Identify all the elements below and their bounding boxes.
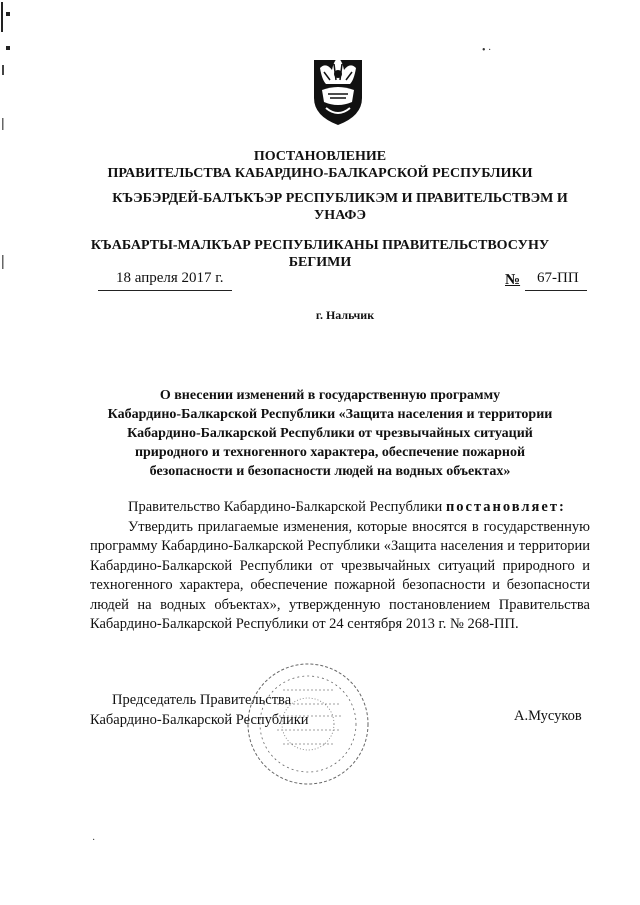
header-balkar-line1: КЪАБАРТЫ-МАЛКЪАР РЕСПУБЛИКАНЫ ПРАВИТЕЛЬСТВОСУНУ (90, 238, 550, 253)
document-number: 67-ПП (537, 270, 579, 286)
scan-speck: · (92, 835, 96, 846)
header-government: ПРАВИТЕЛЬСТВА КАБАРДИНО-БАЛКАРСКОЙ РЕСПУБЛИКИ (107, 166, 533, 181)
document-body (90, 498, 590, 635)
decree-intro (90, 498, 590, 518)
decree-word: постановляет: (445, 499, 566, 515)
number-sign: № (505, 272, 521, 288)
header-title: ПОСТАНОВЛЕНИЕ (253, 149, 387, 164)
decree-paragraph: Утвердить прилагаемые изменения, которые вносятся в государственную программу Кабардино-Балкарской Республики «Защита населения и территории Кабардино-Балкарской Республики от чрезвычайных ситуаций природного и техногенного характера, обеспечение пожарной безопасности и безопасности людей на водных объектах», утвержденную постановлением Правительства Кабардино-Балкарской Республики от 24 сентября 2013 г. № 268-ПП. (90, 518, 590, 632)
coat-of-arms-icon (312, 50, 364, 126)
document-title (95, 386, 565, 481)
position-line2: Кабардино-Балкарской Республики (90, 712, 309, 728)
signatory-position (90, 690, 309, 730)
signatory-name: А.Мусуков (514, 708, 582, 724)
header-kabardian-line2: УНАФЭ (314, 208, 366, 223)
intro-text: Правительство Кабардино-Балкарской Республики (128, 499, 443, 515)
header-block-kabardian (0, 190, 640, 224)
title-line: природного и техногенного характера, обеспечение пожарной (134, 445, 526, 460)
title-line: Кабардино-Балкарской Республики «Защита населения и территории (107, 407, 553, 422)
header-kabardian-line1: КЪЭБЭРДЕЙ-БАЛЪКЪЭР РЕСПУБЛИКЭМ И ПРАВИТЕЛЬСТВЭМ И (112, 191, 568, 206)
title-line: О внесении изменений в государственную программу (159, 388, 501, 403)
position-line1: Председатель Правительства (112, 692, 292, 708)
city: г. Нальчик (315, 308, 375, 322)
header-block-balkar (0, 237, 640, 271)
number-field (525, 270, 587, 291)
document-date: 18 апреля 2017 г. (116, 270, 224, 286)
scan-speck: • · (482, 45, 492, 56)
title-line: безопасности и безопасности людей на водных объектах» (149, 464, 511, 479)
title-line: Кабардино-Балкарской Республики от чрезвычайных ситуаций (127, 426, 533, 441)
date-field (98, 270, 232, 291)
header-balkar-line2: БЕГИМИ (288, 255, 352, 270)
header-block-russian (0, 148, 640, 182)
